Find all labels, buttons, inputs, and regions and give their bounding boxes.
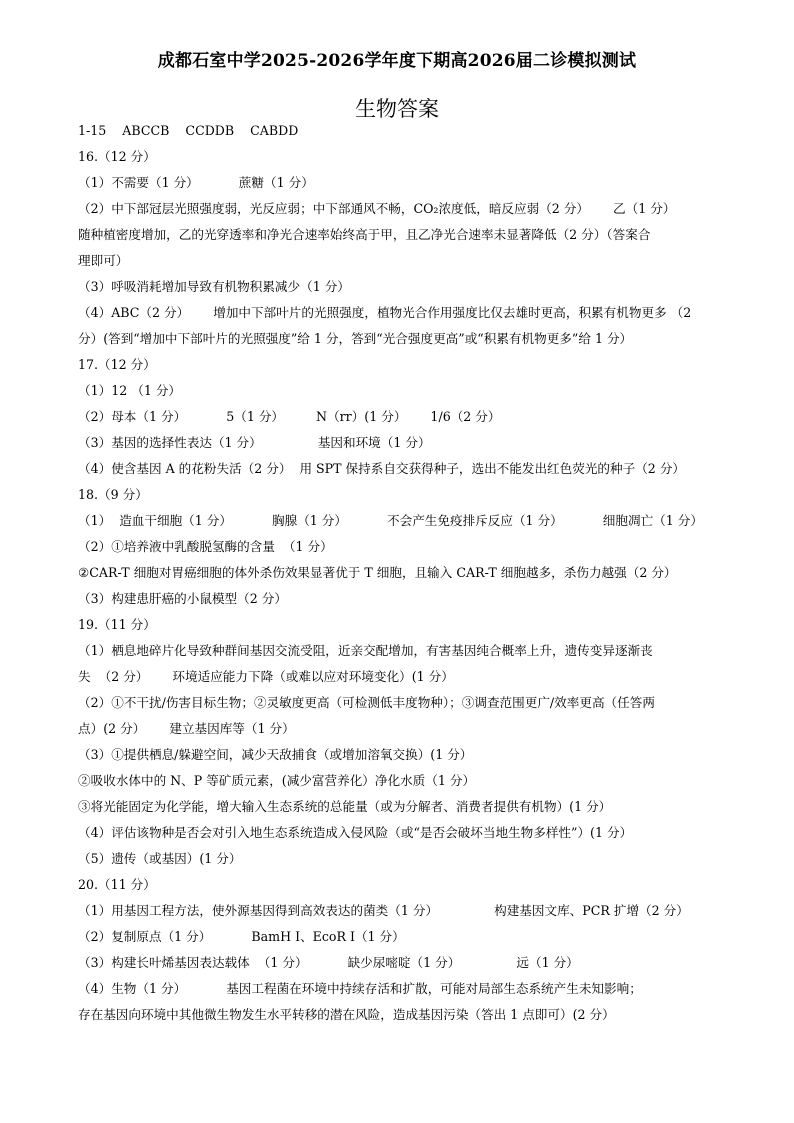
answer-line: （3）①提供栖息/躲避空间，减少天敌捕食（或增加溶氧交换）(1 分） [78,747,473,762]
answer-line: （4）评估该物种是否会对引入地生态系统造成入侵风险（或“是否会破坏当地生物多样性”）(1 分） [78,825,633,840]
answer-line: （1） 造血干细胞（1 分） 胸腺（1 分） 不会产生免疫排斥反应（1 分） 细胞凋亡（1 分） [78,513,703,528]
exam-title: 成都石室中学2025-2026学年度下期高2026届二诊模拟测试 [157,51,637,71]
answer-line: 16.（12 分） [78,149,156,164]
answer-line: （2）①不干扰/伤害目标生物；②灵敏度更高（可检测低丰度物种）；③调查范围更广/效率更高（任答两 [78,695,655,710]
answer-line: 存在基因向环境中其他微生物发生水平转移的潜在风险，造成基因污染（答出 1 点即可）(2 分） [78,1007,615,1022]
answer-line: （4）ABC（2 分） 增加中下部叶片的光照强度，植物光合作用强度比仅去雄时更高，积累有机物更多 （2 [78,305,692,320]
answer-line: （2）母本（1 分） 5（1 分） N（rr）(1 分） 1/6（2 分） [78,409,501,424]
answer-line: 分）(答到“增加中下部叶片的光照强度”给 1 分，答到“光合强度更高”或“积累有机物更多”给 1 分） [78,331,633,346]
answer-line: （2）中下部冠层光照强度弱，光反应弱；中下部通风不畅，CO₂浓度低，暗反应弱（2 分） 乙（1 分） [78,201,676,216]
answer-line: （3）基因的选择性表达（1 分） 基因和环境（1 分） [78,435,431,450]
answer-line: （5）遗传（或基因）(1 分） [78,851,242,866]
answer-line: 1-15 ABCCB CCDDB CABDD [78,123,299,138]
answer-line: ②吸收水体中的 N、P 等矿质元素，(减少富营养化）净化水质（1 分） [78,773,476,788]
answer-line: （4）生物（1 分） 基因工程菌在环境中持续存活和扩散，可能对局部生态系统产生未知影响； [78,981,642,996]
answer-line: 17.（12 分） [78,357,156,372]
answer-line: 点）(2 分） 建立基因库等（1 分） [78,721,295,736]
answer-line: （1）12 （1 分） [78,383,182,398]
answer-body [78,118,723,1028]
answer-line: 理即可） [78,253,129,268]
answer-line: （2）复制原点（1 分） BamH I、EcoR I（1 分） [78,929,405,944]
answer-line: （1）栖息地碎片化导致种群间基因交流受阻，近亲交配增加，有害基因纯合概率上升，遗传变异逐渐丧 [78,643,653,658]
answer-line: （3）呼吸消耗增加导致有机物积累减少（1 分） [78,279,350,294]
answer-subtitle: 生物答案 [355,97,439,121]
answer-line: （4）使含基因 A 的花粉失活（2 分） 用 SPT 保持系自交获得种子，选出不能发出红色荧光的种子（2 分） [78,461,686,476]
answer-line: （1）用基因工程方法，使外源基因得到高效表达的菌类（1 分） 构建基因文库、PCR 扩增（2 分） [78,903,689,918]
answer-line: （3）构建长叶烯基因表达载体 （1 分） 缺少尿嘧啶（1 分） 远（1 分） [78,955,579,970]
answer-line: （1）不需要（1 分） 蔗糖（1 分） [78,175,314,190]
answer-line: ②CAR-T 细胞对胃癌细胞的体外杀伤效果显著优于 T 细胞，且输入 CAR-T 细胞越多，杀伤力越强（2 分） [78,565,677,580]
answer-line: 20.（11 分） [78,877,156,892]
answer-line: （2）①培养液中乳酸脱氢酶的含量 （1 分） [78,539,333,554]
answer-line: 18.（9 分） [78,487,148,502]
answer-line: 19.（11 分） [78,617,156,632]
answer-line: ③将光能固定为化学能，增大输入生态系统的总能量（或为分解者、消费者提供有机物）(1 分） [78,799,612,814]
answer-line: 随种植密度增加，乙的光穿透率和净光合速率始终高于甲，且乙净光合速率未显著降低（2 分）（答案合 [78,227,651,242]
answer-line: 失 （2 分） 环境适应能力下降（或难以应对环境变化）(1 分） [78,669,454,684]
answer-line: （3）构建患肝癌的小鼠模型（2 分） [78,591,287,606]
